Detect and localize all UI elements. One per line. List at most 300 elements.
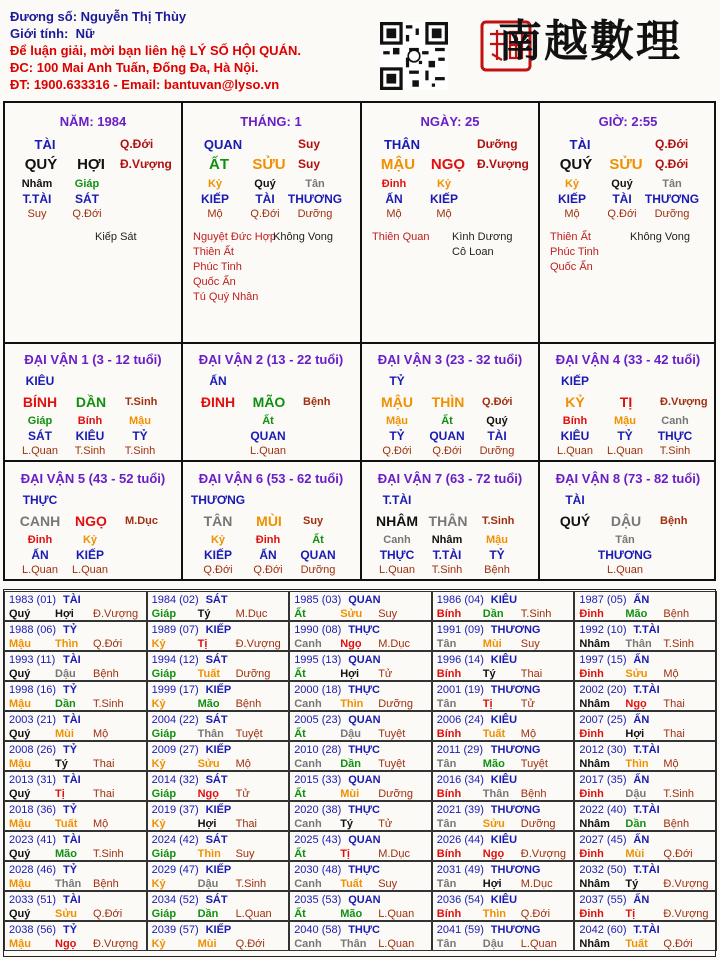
year-life: Bệnh	[663, 608, 690, 620]
shen-sha-left: Nguyệt Đức Hợp	[193, 231, 277, 243]
dai-van-branch: THÌN	[431, 394, 465, 410]
year-life: L.Quan	[235, 908, 272, 920]
year-life: L.Quan	[378, 908, 415, 920]
hidden-god: THƯƠNG	[644, 192, 700, 206]
year-stem: Nhâm	[579, 878, 610, 890]
hidden-god: TÀI	[487, 429, 507, 443]
hidden-god: T.TÀI	[22, 192, 52, 206]
year-label: 2012 (30)	[579, 744, 627, 756]
column-divider	[360, 101, 362, 344]
year-life: Tuyệt	[378, 728, 406, 740]
year-god: KIÊU	[490, 774, 518, 786]
year-cell	[147, 921, 290, 951]
hidden-stem: Ất	[312, 534, 324, 546]
year-life: Q.Đới	[93, 908, 123, 920]
year-god: T.TÀI	[633, 924, 660, 936]
year-cell	[147, 831, 290, 861]
pillar-life: Suy	[298, 157, 321, 171]
pillar-branch: SỬU	[609, 156, 643, 173]
hidden-life: Q.Đới	[432, 445, 462, 457]
year-label: 2000 (18)	[294, 684, 342, 696]
dai-van-star: KIẾP	[560, 374, 589, 388]
year-god: THƯƠNG	[490, 864, 541, 876]
pillar-branch: HỢI	[77, 156, 105, 173]
year-stem: Nhâm	[579, 758, 610, 770]
year-stem: Nhâm	[579, 938, 610, 950]
year-cell	[4, 651, 147, 681]
year-stem: Giáp	[151, 908, 177, 920]
year-cell	[289, 771, 432, 801]
hidden-stem: Bính	[562, 415, 588, 427]
year-stem: Tân	[436, 818, 457, 830]
year-god: TÀI	[63, 774, 81, 786]
year-branch: Thìn	[340, 698, 364, 710]
year-god: QUAN	[348, 894, 381, 906]
year-stem: Bính	[436, 668, 462, 680]
year-branch: Sửu	[197, 758, 220, 770]
year-stem: Canh	[294, 698, 322, 710]
pillar-top-extra: Q.Đới	[120, 137, 154, 151]
hidden-life: L.Quan	[606, 445, 644, 457]
shen-sha-left: Phúc Tinh	[193, 261, 242, 273]
dai-van-star: TÀI	[565, 493, 585, 507]
year-label: 2004 (22)	[151, 714, 199, 726]
year-life: Q.Đới	[93, 638, 123, 650]
hidden-stem: Đinh	[27, 534, 53, 546]
year-branch: Tý	[55, 758, 68, 770]
year-god: TÀI	[63, 894, 81, 906]
year-branch: Thân	[55, 878, 82, 890]
year-life: Đ.Vượng	[663, 878, 709, 890]
hidden-stem: Nhâm	[21, 178, 53, 190]
year-cell	[432, 651, 575, 681]
year-branch: Dậu	[625, 788, 647, 800]
pillar-life: Q.Đới	[655, 157, 689, 171]
pillar-title: THÁNG: 1	[240, 114, 302, 129]
year-stem: Tân	[436, 698, 457, 710]
shen-sha-right: Kiếp Sát	[95, 231, 137, 243]
year-branch: Tuất	[197, 668, 220, 680]
year-god: THƯƠNG	[490, 624, 541, 636]
year-cell	[432, 921, 575, 951]
hidden-life: T.Sinh	[659, 445, 691, 457]
year-god: ẤN	[633, 894, 650, 906]
shen-sha-right: Không Vong	[630, 231, 690, 243]
year-life: T.Sinh	[235, 878, 267, 890]
row-divider	[3, 460, 716, 462]
year-stem: Tân	[436, 758, 457, 770]
dai-van-branch: MÃO	[252, 394, 286, 410]
hidden-god: KIẾP	[203, 548, 232, 562]
hidden-god: TỶ	[132, 429, 148, 443]
dai-van-title: ĐẠI VẬN 5 (43 - 52 tuổi)	[20, 471, 166, 486]
year-life: Dưỡng	[520, 818, 556, 830]
year-god: KIẾP	[205, 624, 232, 636]
year-life: L.Quan	[520, 938, 557, 950]
year-god: ẤN	[633, 834, 650, 846]
sex-label: Giới tính:	[10, 26, 69, 41]
year-label: 2007 (25)	[579, 714, 627, 726]
hidden-god: TÀI	[612, 192, 632, 206]
year-life: M.Dục	[520, 878, 553, 890]
year-god: TỶ	[63, 684, 78, 696]
year-label: 1991 (09)	[436, 624, 484, 636]
year-god: T.TÀI	[633, 804, 660, 816]
year-label: 2024 (42)	[151, 834, 199, 846]
year-label: 1989 (07)	[151, 624, 199, 636]
year-branch: Thân	[625, 638, 652, 650]
hidden-god: QUAN	[429, 429, 465, 443]
year-stem: Giáp	[151, 848, 177, 860]
hidden-life: Dưỡng	[300, 564, 336, 576]
year-god: THƯƠNG	[490, 744, 541, 756]
year-branch: Tý	[625, 878, 639, 890]
dai-van-stem: ĐINH	[200, 394, 236, 410]
hidden-life: Q.Đới	[72, 208, 102, 220]
year-life: Bệnh	[235, 698, 262, 710]
year-label: 2015 (33)	[294, 774, 342, 786]
dai-van-title: ĐẠI VẬN 3 (23 - 32 tuổi)	[377, 352, 523, 367]
pillar-title: GIỜ: 2:55	[598, 114, 658, 129]
hidden-god: ẤN	[385, 192, 403, 206]
year-life: Thai	[93, 788, 115, 800]
year-cell	[432, 681, 575, 711]
year-branch: Ngọ	[197, 788, 219, 800]
year-branch: Mùi	[197, 938, 217, 950]
year-cell	[574, 921, 717, 951]
year-stem: Quý	[9, 668, 31, 680]
year-cell	[574, 591, 717, 621]
year-god: THỰC	[348, 624, 380, 636]
dai-van-branch: DẦN	[75, 394, 107, 410]
year-stem: Mậu	[9, 638, 31, 650]
year-label: 2036 (54)	[436, 894, 484, 906]
year-stem: Kỷ	[151, 818, 166, 830]
year-label: 1987 (05)	[579, 594, 627, 606]
pillar-stem: QUÝ	[24, 156, 58, 173]
year-label: 2040 (58)	[294, 924, 342, 936]
name-value: Nguyễn Thị Thùy	[80, 9, 187, 24]
year-life: Tử	[235, 788, 250, 800]
year-label: 2006 (24)	[436, 714, 484, 726]
year-god: ẤN	[633, 714, 650, 726]
year-label: 2020 (38)	[294, 804, 342, 816]
year-branch: Mão	[625, 608, 648, 620]
hidden-stem: Kỷ	[82, 534, 98, 546]
year-stem: Kỷ	[151, 638, 166, 650]
dai-van-title: ĐẠI VẬN 2 (13 - 22 tuổi)	[198, 352, 344, 367]
hidden-god: QUAN	[300, 548, 336, 562]
year-cell	[147, 771, 290, 801]
year-god: T.TÀI	[633, 684, 660, 696]
year-cell	[4, 621, 147, 651]
year-stem: Mậu	[9, 878, 31, 890]
year-god: THƯƠNG	[490, 804, 541, 816]
year-stem: Ất	[294, 788, 306, 800]
year-stem: Tân	[436, 638, 457, 650]
year-cell	[432, 591, 575, 621]
shen-sha-right: Cô Loan	[452, 246, 494, 258]
qr-code-icon	[380, 22, 448, 90]
dai-van-star: TỶ	[389, 374, 405, 388]
hidden-god: TỶ	[489, 548, 505, 562]
year-label: 1996 (14)	[436, 654, 484, 666]
year-life: Mộ	[93, 818, 109, 830]
year-cell	[147, 741, 290, 771]
year-label: 2031 (49)	[436, 864, 484, 876]
year-god: SÁT	[205, 894, 228, 906]
hidden-god: ẤN	[259, 548, 277, 562]
year-label: 2032 (50)	[579, 864, 627, 876]
year-stem: Đinh	[579, 788, 604, 800]
dai-van-title: ĐẠI VẬN 6 (53 - 62 tuổi)	[198, 471, 344, 486]
hidden-life: Dưỡng	[479, 445, 515, 457]
year-stem: Mậu	[9, 698, 31, 710]
year-life: Đ.Vượng	[93, 938, 139, 950]
header	[10, 8, 301, 93]
year-branch: Tuất	[482, 728, 506, 740]
shen-sha-left: Thiên Ất	[550, 231, 591, 243]
dai-van-star: THƯƠNG	[190, 493, 246, 507]
year-cell	[432, 861, 575, 891]
year-god: KIẾP	[205, 744, 232, 756]
hidden-life: L.Quan	[556, 445, 594, 457]
shen-sha-left: Tú Quý Nhân	[193, 291, 259, 303]
year-god: SÁT	[205, 594, 228, 606]
hidden-life: L.Quan	[21, 564, 59, 576]
year-cell	[289, 591, 432, 621]
year-stem: Giáp	[151, 608, 177, 620]
year-stem: Mậu	[9, 818, 31, 830]
year-cell	[147, 621, 290, 651]
year-label: 2003 (21)	[9, 714, 57, 726]
year-cell	[147, 801, 290, 831]
year-cell	[4, 921, 147, 951]
year-branch: Dậu	[340, 728, 361, 740]
pillar-top-extra: Suy	[298, 137, 321, 151]
hidden-life: Mộ	[436, 208, 452, 220]
year-stem: Ất	[294, 848, 306, 860]
hidden-life: L.Quan	[71, 564, 109, 576]
dai-van-life: T.Sinh	[125, 396, 158, 408]
hidden-god: THƯƠNG	[597, 548, 653, 562]
year-stem: Kỷ	[151, 758, 166, 770]
year-stem: Quý	[9, 608, 31, 620]
dai-van-title: ĐẠI VẬN 1 (3 - 12 tuổi)	[24, 352, 162, 367]
shen-sha-left: Quốc Ấn	[193, 276, 236, 288]
year-life: Thai	[663, 698, 685, 710]
year-stem: Đinh	[579, 728, 604, 740]
year-god: ẤN	[633, 594, 650, 606]
year-label: 2042 (60)	[579, 924, 627, 936]
hidden-stem: Quý	[486, 415, 508, 427]
year-label: 2034 (52)	[151, 894, 199, 906]
dai-van-stem: BÍNH	[22, 394, 58, 410]
year-life: Q.Đới	[663, 938, 693, 950]
year-cell	[147, 861, 290, 891]
year-stem: Đinh	[579, 608, 604, 620]
dai-van-branch: DẬU	[610, 513, 642, 529]
dai-van-life: Bệnh	[303, 396, 331, 408]
hidden-life: Q.Đới	[607, 208, 637, 220]
year-label: 2022 (40)	[579, 804, 627, 816]
year-branch: Tý	[340, 818, 354, 830]
year-label: 2030 (48)	[294, 864, 342, 876]
year-cell	[4, 681, 147, 711]
year-label: 2039 (57)	[151, 924, 199, 936]
hidden-life: T.Sinh	[74, 445, 106, 457]
year-branch: Tị	[625, 908, 636, 920]
year-branch: Sửu	[340, 608, 363, 620]
year-cell	[289, 621, 432, 651]
year-cell	[289, 651, 432, 681]
year-stem: Bính	[436, 848, 462, 860]
year-branch: Tý	[197, 608, 211, 620]
year-stem: Kỷ	[151, 938, 166, 950]
pillar-title: NĂM: 1984	[59, 114, 127, 129]
year-cell	[432, 801, 575, 831]
hidden-stem: Kỷ	[436, 178, 452, 190]
year-life: Tuyệt	[378, 758, 406, 770]
hidden-stem: Tân	[615, 534, 635, 546]
year-life: T.Sinh	[520, 608, 552, 620]
year-stem: Giáp	[151, 728, 177, 740]
year-label: 2016 (34)	[436, 774, 484, 786]
year-god: THƯƠNG	[490, 684, 541, 696]
year-label: 2009 (27)	[151, 744, 199, 756]
hidden-god: SÁT	[28, 429, 52, 443]
year-stem: Giáp	[151, 668, 177, 680]
year-stem: Quý	[9, 908, 31, 920]
year-cell	[289, 891, 432, 921]
year-branch: Dần	[482, 608, 504, 620]
year-god: TÀI	[63, 594, 81, 606]
year-label: 2001 (19)	[436, 684, 484, 696]
year-cell	[289, 831, 432, 861]
year-cell	[574, 711, 717, 741]
dai-van-stem: CANH	[19, 513, 61, 529]
dai-van-life: Q.Đới	[482, 396, 513, 408]
dai-van-star: THỰC	[22, 493, 58, 507]
year-cell	[4, 741, 147, 771]
year-label: 2011 (29)	[436, 744, 484, 756]
hidden-stem: Kỷ	[207, 178, 223, 190]
year-god: TỶ	[63, 744, 78, 756]
year-god: TỶ	[63, 924, 78, 936]
year-label: 2008 (26)	[9, 744, 57, 756]
shen-sha-right: Không Vong	[273, 231, 333, 243]
hidden-god: THƯƠNG	[287, 192, 343, 206]
year-stem: Canh	[294, 938, 322, 950]
hidden-stem: Tân	[662, 178, 682, 190]
year-branch: Mão	[55, 848, 77, 860]
year-god: THỰC	[348, 684, 380, 696]
year-stem: Ất	[294, 608, 306, 620]
year-label: 2021 (39)	[436, 804, 484, 816]
year-cell	[574, 651, 717, 681]
year-branch: Thìn	[55, 638, 79, 650]
year-life: Mộ	[663, 758, 679, 770]
year-life: Thai	[663, 728, 685, 740]
dai-van-life: T.Sinh	[482, 515, 515, 527]
year-life: Bệnh	[93, 668, 119, 680]
hidden-stem: Nhâm	[431, 534, 463, 546]
year-life: Dưỡng	[378, 698, 413, 710]
year-cell	[147, 681, 290, 711]
hidden-stem: Mậu	[614, 415, 636, 427]
hidden-stem: Canh	[661, 415, 689, 427]
year-branch: Tị	[197, 638, 208, 650]
hidden-life: Q.Đới	[253, 564, 283, 576]
year-life: Đ.Vượng	[235, 638, 281, 650]
hidden-stem: Canh	[383, 534, 411, 546]
year-branch: Thìn	[482, 908, 507, 920]
dai-van-star: T.TÀI	[382, 493, 412, 507]
hidden-god: KIÊU	[75, 429, 105, 443]
year-label: 2014 (32)	[151, 774, 199, 786]
hidden-god: TÀI	[255, 192, 275, 206]
hidden-stem: Ất	[441, 415, 453, 427]
year-label: 2026 (44)	[436, 834, 484, 846]
dai-van-branch: THÂN	[428, 513, 468, 529]
year-life: Suy	[520, 638, 540, 650]
yearly-luck-grid	[3, 589, 716, 957]
year-stem: Canh	[294, 758, 322, 770]
hidden-life: Q.Đới	[203, 564, 233, 576]
year-branch: Dậu	[55, 668, 76, 680]
year-branch: Mùi	[625, 848, 645, 860]
year-branch: Tuất	[625, 938, 648, 950]
year-cell	[289, 681, 432, 711]
hidden-life: L.Quan	[21, 445, 59, 457]
hidden-stem: Đinh	[381, 178, 407, 190]
year-god: TỶ	[63, 804, 78, 816]
year-label: 2033 (51)	[9, 894, 57, 906]
year-life: Q.Đới	[663, 848, 693, 860]
year-stem: Bính	[436, 788, 462, 800]
year-stem: Quý	[9, 848, 31, 860]
year-god: QUAN	[348, 714, 381, 726]
hidden-stem: Đinh	[255, 534, 281, 546]
year-label: 2038 (56)	[9, 924, 57, 936]
year-god: TÀI	[63, 654, 81, 666]
year-label: 2028 (46)	[9, 864, 57, 876]
year-cell	[289, 801, 432, 831]
year-god: KIÊU	[490, 594, 518, 606]
dai-van-title: ĐẠI VẬN 8 (73 - 82 tuổi)	[555, 471, 701, 486]
year-life: Mộ	[520, 728, 537, 740]
year-label: 2029 (47)	[151, 864, 199, 876]
year-cell	[147, 891, 290, 921]
year-label: 1998 (16)	[9, 684, 57, 696]
year-stem: Bính	[436, 728, 462, 740]
year-label: 1984 (02)	[151, 594, 199, 606]
year-life: Bệnh	[663, 818, 690, 830]
year-branch: Thân	[482, 788, 510, 800]
year-life: Tuyệt	[520, 758, 548, 770]
year-label: 1992 (10)	[579, 624, 627, 636]
hidden-stem: Giáp	[27, 415, 53, 427]
name-label: Đương số:	[10, 9, 78, 24]
year-cell	[574, 891, 717, 921]
year-life: Tử	[520, 698, 535, 710]
year-life: Dưỡng	[378, 788, 413, 800]
year-label: 2027 (45)	[579, 834, 627, 846]
pillar-star: TÀI	[34, 137, 56, 152]
dai-van-branch: MÙI	[256, 513, 282, 529]
hidden-god: SÁT	[75, 192, 99, 206]
hidden-life: L.Quan	[378, 564, 416, 576]
